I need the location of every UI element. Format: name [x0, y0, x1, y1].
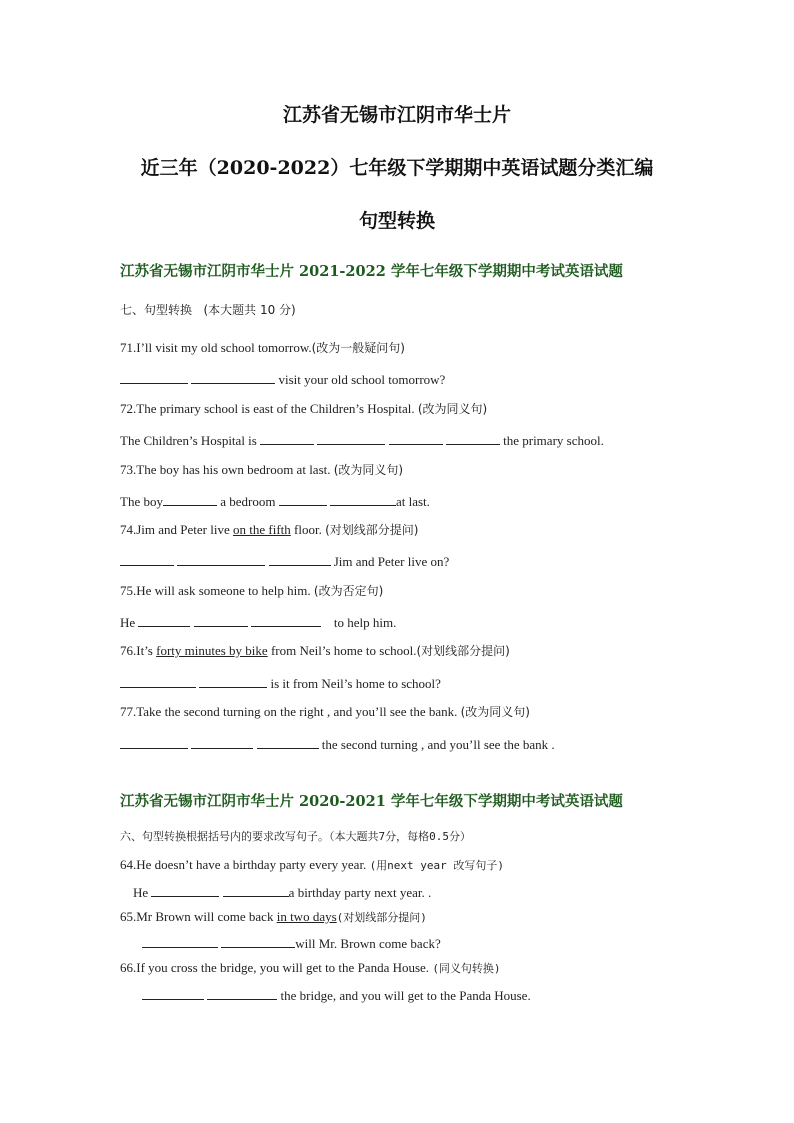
question-hint: (对划线部分提问) [325, 523, 419, 537]
question-77 [120, 704, 530, 720]
answer-prefix: He [120, 615, 136, 630]
answer-line-72 [120, 432, 604, 449]
answer-line-75 [120, 614, 396, 631]
question-text-post: floor. [294, 522, 322, 537]
answer-blank[interactable] [223, 884, 289, 897]
question-text-pre: 74.Jim and Peter live [120, 522, 230, 537]
answer-blank[interactable] [142, 935, 218, 948]
question-76 [120, 643, 510, 659]
answer-text: the second turning , and you’ll see the bank . [321, 737, 555, 752]
answer-prefix: The Children’s Hospital is [120, 433, 257, 448]
section-heading-2020-2021: 江苏省无锡市江阴市华士片 2020-2021 学年七年级下学期期中考试英语试题 [120, 793, 623, 810]
answer-blank[interactable] [177, 553, 265, 566]
question-66 [120, 960, 501, 977]
answer-text: to help him. [333, 615, 397, 630]
question-64 [120, 857, 504, 874]
answer-blank[interactable] [260, 432, 314, 445]
answer-line-64 [133, 884, 431, 901]
question-65 [120, 909, 427, 926]
question-text: 66.If you cross the bridge, you will get to the Panda House. [120, 960, 430, 975]
answer-blank[interactable] [317, 432, 385, 445]
answer-line-76 [120, 675, 441, 692]
underlined-phrase: forty minutes by bike [156, 643, 268, 658]
answer-line-77 [120, 736, 555, 753]
question-hint: (改为同义句) [333, 463, 404, 477]
question-text: 71.I’ll visit my old school tomorrow. [120, 340, 312, 355]
question-hint: (对划线部分提问) [336, 911, 427, 924]
part-instruction-6: 六、句型转换根据括号内的要求改写句子。（本大题共7分，每格0.5分） [120, 830, 471, 843]
answer-blank[interactable] [138, 614, 190, 627]
answer-text: visit your old school tomorrow? [278, 372, 446, 387]
answer-blank[interactable] [120, 371, 188, 384]
answer-line-74 [120, 553, 449, 570]
question-text-pre: 65.Mr Brown will come back [120, 909, 274, 924]
answer-blank[interactable] [151, 884, 219, 897]
answer-blank[interactable] [251, 614, 321, 627]
answer-blank[interactable] [163, 493, 217, 506]
question-text: 77.Take the second turning on the right , and you’ll see the bank. [120, 704, 458, 719]
answer-text: will Mr. Brown come back? [295, 936, 441, 951]
question-hint: (同义句转换) [432, 962, 501, 975]
underlined-phrase: on the fifth [233, 522, 291, 537]
answer-blank[interactable] [120, 553, 174, 566]
underlined-phrase: in two days [276, 909, 337, 924]
answer-blank[interactable] [199, 675, 267, 688]
answer-blank[interactable] [191, 371, 275, 384]
answer-text: at last. [395, 494, 430, 509]
answer-line-65 [142, 935, 441, 952]
question-75 [120, 583, 383, 599]
answer-blank[interactable] [194, 614, 248, 627]
doc-title-region: 江苏省无锡市江阴市华士片 [282, 104, 511, 126]
answer-blank[interactable] [120, 675, 196, 688]
answer-blank[interactable] [120, 736, 188, 749]
question-text: 73.The boy has his own bedroom at last. [120, 462, 331, 477]
answer-blank[interactable] [279, 493, 327, 506]
answer-blank[interactable] [446, 432, 500, 445]
question-hint: (改为同义句) [460, 705, 530, 719]
answer-blank[interactable] [269, 553, 331, 566]
doc-title-main: 近三年（2020-2022）七年级下学期期中英语试题分类汇编 [140, 157, 654, 179]
answer-blank[interactable] [142, 987, 204, 1000]
question-73 [120, 462, 403, 478]
question-hint: (改为同义句) [417, 402, 488, 416]
answer-mid: a bedroom [220, 494, 276, 509]
question-74 [120, 522, 418, 538]
doc-title-topic: 句型转换 [358, 210, 435, 232]
question-text-post: from Neil’s home to school. [270, 643, 417, 658]
answer-blank[interactable] [257, 736, 319, 749]
part-heading-7 [120, 302, 296, 318]
answer-prefix: The boy [120, 494, 163, 509]
question-text: 72.The primary school is east of the Children’s Hospital. [120, 401, 415, 416]
question-hint: (改为否定句) [313, 584, 384, 598]
question-text: 75.He will ask someone to help him. [120, 583, 311, 598]
answer-blank[interactable] [330, 493, 396, 506]
question-text-pre: 76.It’s [120, 643, 153, 658]
question-hint: (改为一般疑问句) [311, 341, 405, 355]
question-text: 64.He doesn’t have a birthday party every year. [120, 857, 367, 872]
answer-text: the bridge, and you will get to the Panda House. [280, 988, 531, 1003]
question-hint: (对划线部分提问) [416, 644, 510, 658]
question-hint: (用next year 改写句子) [369, 859, 505, 872]
answer-text: the primary school. [503, 433, 604, 448]
answer-text: is it from Neil’s home to school? [270, 676, 441, 691]
answer-blank[interactable] [221, 935, 295, 948]
answer-line-71 [120, 371, 445, 388]
question-71 [120, 340, 405, 356]
answer-line-66 [142, 987, 531, 1004]
answer-text: Jim and Peter live on? [333, 554, 450, 569]
part-note: (本大题共 10 分) [203, 303, 296, 317]
answer-blank[interactable] [389, 432, 443, 445]
question-72 [120, 401, 487, 417]
part-label: 七、句型转换 [120, 303, 193, 317]
section-heading-2021-2022: 江苏省无锡市江阴市华士片 2021-2022 学年七年级下学期期中考试英语试题 [120, 263, 623, 280]
answer-prefix: He [133, 885, 149, 900]
answer-blank[interactable] [191, 736, 253, 749]
answer-line-73 [120, 493, 430, 510]
answer-blank[interactable] [207, 987, 277, 1000]
answer-text: a birthday party next year. . [288, 885, 432, 900]
